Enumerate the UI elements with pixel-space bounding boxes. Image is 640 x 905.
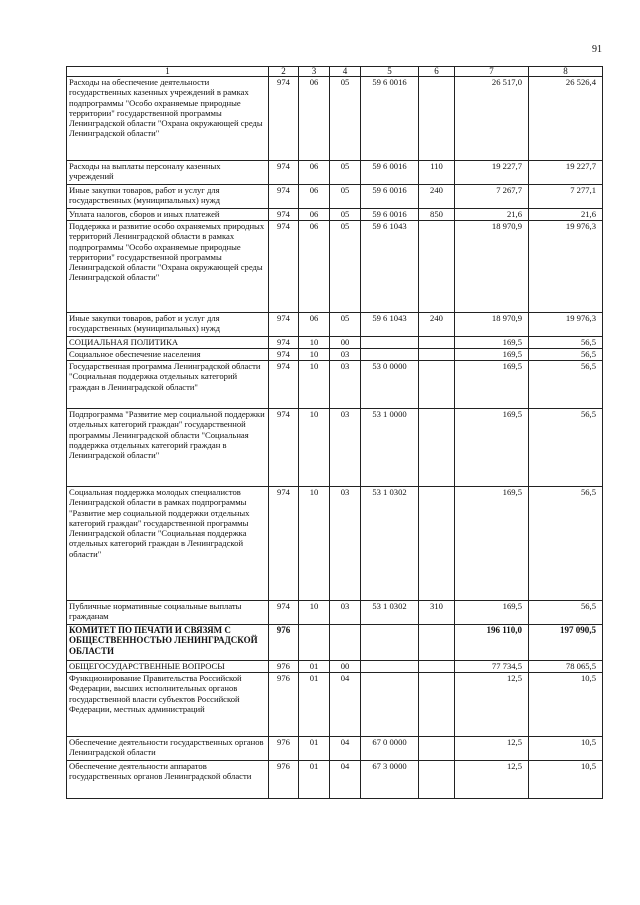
header-cell: 5 (361, 67, 419, 77)
cell-code: 976 (269, 673, 299, 737)
cell-sum-8: 56,5 (529, 601, 603, 625)
row-name: Государственная программа Ленинградской области "Социальная поддержка отдельных категорий граждан в Ленинградской области" (67, 361, 269, 409)
cell-type (419, 761, 455, 799)
cell-sum-8: 56,5 (529, 361, 603, 409)
cell-type (419, 221, 455, 313)
cell-target: 59 6 1043 (361, 221, 419, 313)
cell-target: 59 6 0016 (361, 77, 419, 161)
header-row (67, 67, 603, 77)
cell-sum-7: 21,6 (455, 209, 529, 221)
cell-type (419, 673, 455, 737)
cell-subsection: 04 (330, 673, 361, 737)
header-cell: 1 (67, 67, 269, 77)
cell-section: 01 (299, 661, 330, 673)
row-name: Социальное обеспечение населения (67, 349, 269, 361)
cell-sum-8: 56,5 (529, 409, 603, 487)
budget-table (66, 66, 603, 799)
cell-code: 974 (269, 361, 299, 409)
cell-sum-8: 56,5 (529, 349, 603, 361)
row-name: Функционирование Правительства Российской Федерации, высших исполнительных органов государственной власти субъектов Российской Федерации, местных администраций (67, 673, 269, 737)
cell-target (361, 625, 419, 661)
header-cell: 6 (419, 67, 455, 77)
cell-type (419, 661, 455, 673)
cell-section: 10 (299, 361, 330, 409)
cell-sum-8: 19 976,3 (529, 313, 603, 337)
table-row (67, 77, 603, 161)
cell-sum-7: 18 970,9 (455, 313, 529, 337)
cell-sum-7: 18 970,9 (455, 221, 529, 313)
header-cell: 7 (455, 67, 529, 77)
cell-sum-7: 196 110,0 (455, 625, 529, 661)
cell-type (419, 737, 455, 761)
cell-sum-7: 12,5 (455, 673, 529, 737)
cell-subsection: 00 (330, 337, 361, 349)
row-name: Публичные нормативные социальные выплаты гражданам (67, 601, 269, 625)
cell-sum-8: 56,5 (529, 487, 603, 601)
cell-section: 01 (299, 673, 330, 737)
cell-type: 240 (419, 313, 455, 337)
table-row (67, 673, 603, 737)
cell-target: 59 6 0016 (361, 185, 419, 209)
cell-code: 974 (269, 337, 299, 349)
cell-section: 06 (299, 185, 330, 209)
cell-subsection: 03 (330, 361, 361, 409)
cell-subsection: 04 (330, 737, 361, 761)
cell-subsection: 05 (330, 77, 361, 161)
cell-subsection: 03 (330, 409, 361, 487)
cell-subsection (330, 625, 361, 661)
cell-section: 01 (299, 761, 330, 799)
cell-sum-7: 7 267,7 (455, 185, 529, 209)
row-name: Социальная поддержка молодых специалистов Ленинградской области в рамках подпрограммы "Развитие мер социальной поддержки отдельных категорий граждан" государственной программы Ленинградской области "Социальная поддержка отдельных категорий граждан в Ленинградской области" (67, 487, 269, 601)
cell-subsection: 05 (330, 161, 361, 185)
cell-subsection: 05 (330, 209, 361, 221)
cell-subsection: 05 (330, 185, 361, 209)
cell-type (419, 349, 455, 361)
cell-target (361, 349, 419, 361)
header-cell: 2 (269, 67, 299, 77)
cell-target (361, 337, 419, 349)
cell-target: 59 6 1043 (361, 313, 419, 337)
cell-code: 976 (269, 661, 299, 673)
table-row (67, 409, 603, 487)
cell-code: 974 (269, 409, 299, 487)
table-row (67, 209, 603, 221)
table-row (67, 161, 603, 185)
cell-target: 67 3 0000 (361, 761, 419, 799)
row-name: Подпрограмма "Развитие мер социальной поддержки отдельных категорий граждан" государственной программы Ленинградской области "Социальная поддержка отдельных категорий граждан в Ленинградской области" (67, 409, 269, 487)
cell-section (299, 625, 330, 661)
cell-code: 974 (269, 601, 299, 625)
cell-code: 974 (269, 77, 299, 161)
cell-target: 53 1 0000 (361, 409, 419, 487)
cell-section: 06 (299, 209, 330, 221)
cell-sum-7: 169,5 (455, 361, 529, 409)
cell-type: 310 (419, 601, 455, 625)
table-row (67, 221, 603, 313)
cell-sum-7: 19 227,7 (455, 161, 529, 185)
cell-code: 974 (269, 487, 299, 601)
cell-section: 06 (299, 77, 330, 161)
cell-type: 110 (419, 161, 455, 185)
cell-section: 06 (299, 221, 330, 313)
cell-sum-7: 169,5 (455, 337, 529, 349)
cell-section: 10 (299, 409, 330, 487)
cell-code: 976 (269, 625, 299, 661)
cell-sum-7: 77 734,5 (455, 661, 529, 673)
row-name: Обеспечение деятельности аппаратов государственных органов Ленинградской области (67, 761, 269, 799)
table-row (67, 487, 603, 601)
row-name: СОЦИАЛЬНАЯ ПОЛИТИКА (67, 337, 269, 349)
cell-section: 10 (299, 601, 330, 625)
cell-type (419, 361, 455, 409)
table-row (67, 349, 603, 361)
cell-target (361, 661, 419, 673)
cell-code: 974 (269, 185, 299, 209)
table-row (67, 737, 603, 761)
header-cell: 4 (330, 67, 361, 77)
cell-code: 976 (269, 737, 299, 761)
cell-type (419, 487, 455, 601)
row-name: ОБЩЕГОСУДАРСТВЕННЫЕ ВОПРОСЫ (67, 661, 269, 673)
row-name: Иные закупки товаров, работ и услуг для государственных (муниципальных) нужд (67, 185, 269, 209)
cell-target: 53 0 0000 (361, 361, 419, 409)
cell-target: 53 1 0302 (361, 487, 419, 601)
row-name: Поддержка и развитие особо охраняемых природных территорий Ленинградской области в рамках подпрограммы "Особо охраняемые природные территории" государственной программы Ленинградской области "Охрана окружающей среды Ленинградской области" (67, 221, 269, 313)
page-number: 91 (592, 44, 602, 55)
cell-subsection: 03 (330, 487, 361, 601)
cell-target: 53 1 0302 (361, 601, 419, 625)
cell-type (419, 625, 455, 661)
cell-sum-7: 169,5 (455, 601, 529, 625)
cell-type (419, 337, 455, 349)
cell-target: 67 0 0000 (361, 737, 419, 761)
table-row (67, 313, 603, 337)
cell-sum-8: 19 976,3 (529, 221, 603, 313)
row-name: КОМИТЕТ ПО ПЕЧАТИ И СВЯЗЯМ С ОБЩЕСТВЕННОСТЬЮ ЛЕНИНГРАДСКОЙ ОБЛАСТИ (67, 625, 269, 661)
table-row (67, 185, 603, 209)
row-name: Иные закупки товаров, работ и услуг для государственных (муниципальных) нужд (67, 313, 269, 337)
cell-subsection: 03 (330, 601, 361, 625)
row-name: Расходы на выплаты персоналу казенных учреждений (67, 161, 269, 185)
cell-subsection: 00 (330, 661, 361, 673)
header-cell: 3 (299, 67, 330, 77)
cell-code: 974 (269, 313, 299, 337)
cell-code: 974 (269, 349, 299, 361)
cell-sum-8: 7 277,1 (529, 185, 603, 209)
cell-section: 10 (299, 487, 330, 601)
cell-sum-7: 26 517,0 (455, 77, 529, 161)
cell-sum-7: 12,5 (455, 761, 529, 799)
cell-sum-8: 10,5 (529, 737, 603, 761)
cell-sum-7: 169,5 (455, 487, 529, 601)
cell-target: 59 6 0016 (361, 161, 419, 185)
cell-sum-8: 10,5 (529, 761, 603, 799)
cell-code: 974 (269, 161, 299, 185)
cell-type (419, 409, 455, 487)
table-row (67, 761, 603, 799)
cell-sum-8: 21,6 (529, 209, 603, 221)
cell-sum-8: 26 526,4 (529, 77, 603, 161)
table-row (67, 361, 603, 409)
cell-type: 240 (419, 185, 455, 209)
cell-sum-8: 19 227,7 (529, 161, 603, 185)
cell-type: 850 (419, 209, 455, 221)
row-name: Уплата налогов, сборов и иных платежей (67, 209, 269, 221)
cell-subsection: 05 (330, 313, 361, 337)
header-cell: 8 (529, 67, 603, 77)
cell-subsection: 05 (330, 221, 361, 313)
cell-sum-8: 10,5 (529, 673, 603, 737)
table-row (67, 601, 603, 625)
cell-target (361, 673, 419, 737)
row-name: Обеспечение деятельности государственных органов Ленинградской области (67, 737, 269, 761)
cell-sum-8: 78 065,5 (529, 661, 603, 673)
table-row (67, 625, 603, 661)
cell-code: 974 (269, 221, 299, 313)
cell-section: 06 (299, 161, 330, 185)
cell-section: 01 (299, 737, 330, 761)
cell-type (419, 77, 455, 161)
cell-section: 10 (299, 349, 330, 361)
cell-subsection: 04 (330, 761, 361, 799)
cell-sum-7: 169,5 (455, 349, 529, 361)
cell-sum-7: 169,5 (455, 409, 529, 487)
cell-section: 06 (299, 313, 330, 337)
cell-target: 59 6 0016 (361, 209, 419, 221)
cell-subsection: 03 (330, 349, 361, 361)
table-row (67, 337, 603, 349)
cell-code: 974 (269, 209, 299, 221)
cell-section: 10 (299, 337, 330, 349)
cell-sum-8: 56,5 (529, 337, 603, 349)
table-row (67, 661, 603, 673)
row-name: Расходы на обеспечение деятельности государственных казенных учреждений в рамках подпрограммы "Особо охраняемые природные территории" государственной программы Ленинградской области "Охрана окружающей среды Ленинградской области" (67, 77, 269, 161)
cell-sum-8: 197 090,5 (529, 625, 603, 661)
cell-sum-7: 12,5 (455, 737, 529, 761)
cell-code: 976 (269, 761, 299, 799)
